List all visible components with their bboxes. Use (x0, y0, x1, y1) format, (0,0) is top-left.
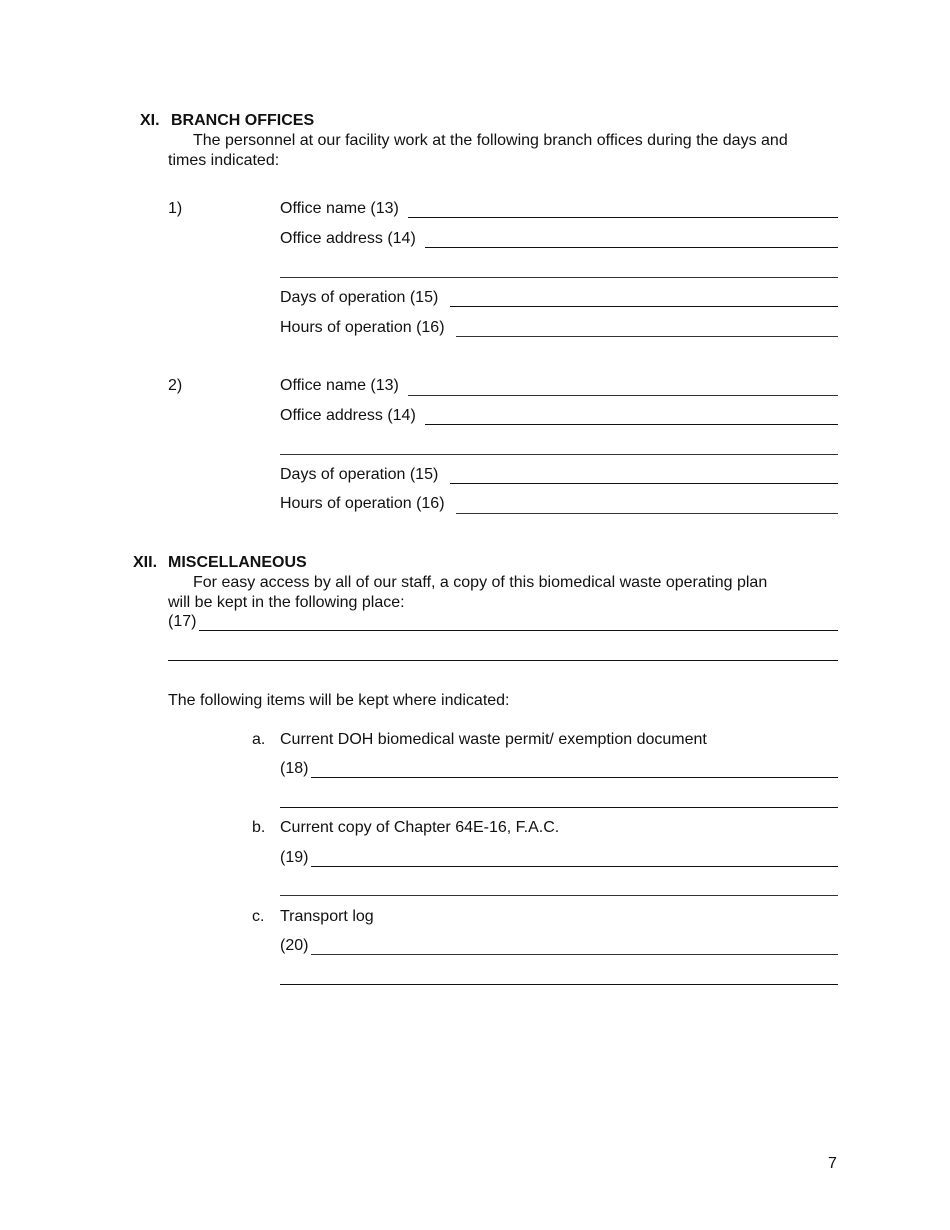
item-a-text: Current DOH biomedical waste permit/ exemption document (280, 731, 707, 748)
office-1-days-line[interactable] (450, 306, 838, 307)
field-19-line-2[interactable] (280, 895, 838, 896)
section-12-intro-line1: For easy access by all of our staff, a copy of this biomedical waste operating plan (193, 574, 768, 591)
field-17-line-2[interactable] (168, 660, 838, 661)
office-2-days-label: Days of operation (15) (280, 466, 439, 483)
field-18-line[interactable] (311, 777, 838, 778)
section-11-intro-line1: The personnel at our facility work at the following branch offices during the days and (193, 132, 788, 149)
office-2-name-line[interactable] (408, 395, 838, 396)
field-20-line-2[interactable] (280, 984, 838, 985)
item-c-letter: c. (252, 908, 265, 925)
office-1-name-line[interactable] (408, 217, 838, 218)
office-1-name-label: Office name (13) (280, 200, 399, 217)
field-20-label: (20) (280, 937, 309, 954)
field-19-label: (19) (280, 849, 309, 866)
section-12-title: MISCELLANEOUS (168, 554, 307, 571)
office-1-address-line-2[interactable] (280, 277, 838, 278)
office-1-address-label: Office address (14) (280, 230, 416, 247)
office-2-index: 2) (168, 377, 183, 394)
item-b-text: Current copy of Chapter 64E-16, F.A.C. (280, 819, 560, 836)
office-2-address-line[interactable] (425, 424, 838, 425)
section-12-number: XII. (133, 554, 158, 571)
item-c-text: Transport log (280, 908, 374, 925)
office-2-hours-line[interactable] (456, 513, 838, 514)
office-1-hours-label: Hours of operation (16) (280, 319, 445, 336)
office-2-address-label: Office address (14) (280, 407, 416, 424)
office-2-hours-label: Hours of operation (16) (280, 495, 445, 512)
office-1-days-label: Days of operation (15) (280, 289, 439, 306)
field-17-line[interactable] (199, 630, 838, 631)
office-1-hours-line[interactable] (456, 336, 838, 337)
office-1-address-line[interactable] (425, 247, 838, 248)
office-2-days-line[interactable] (450, 483, 838, 484)
office-2-address-line-2[interactable] (280, 454, 838, 455)
section-11-number: XI. (140, 112, 160, 129)
field-17-label: (17) (168, 613, 197, 630)
section-12-intro-line2: will be kept in the following place: (168, 594, 405, 611)
field-19-line[interactable] (311, 866, 838, 867)
field-18-label: (18) (280, 760, 309, 777)
page-number: 7 (828, 1155, 837, 1172)
field-18-line-2[interactable] (280, 807, 838, 808)
office-2-name-label: Office name (13) (280, 377, 399, 394)
section-11-intro-line2: times indicated: (168, 152, 280, 169)
field-20-line[interactable] (311, 954, 838, 955)
item-b-letter: b. (252, 819, 266, 836)
item-a-letter: a. (252, 731, 266, 748)
office-1-index: 1) (168, 200, 183, 217)
section-11-title: BRANCH OFFICES (171, 112, 315, 129)
items-intro: The following items will be kept where indicated: (168, 692, 510, 709)
